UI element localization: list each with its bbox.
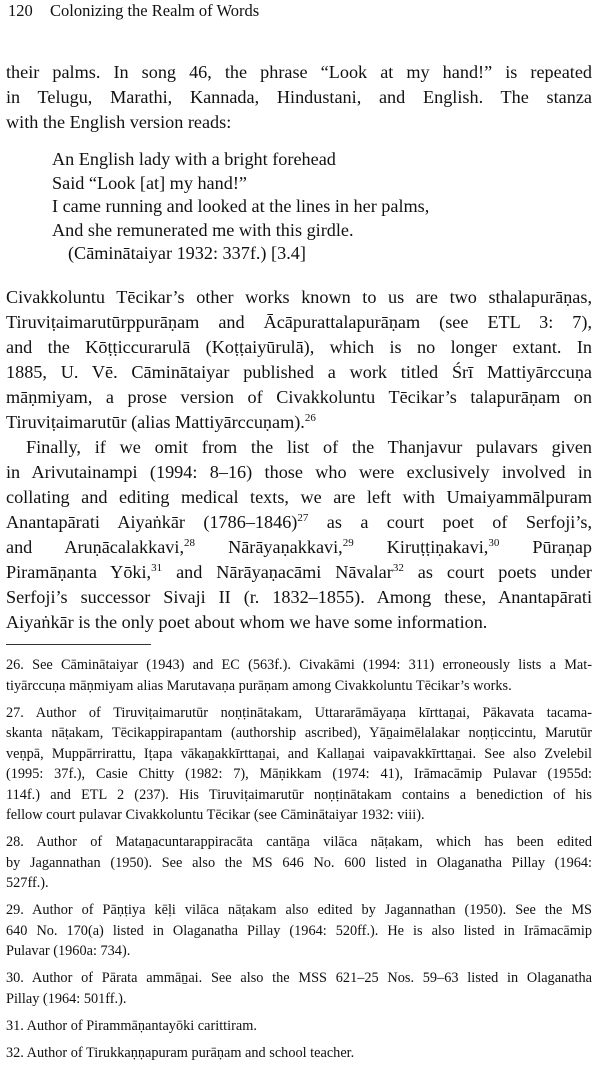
verse-line: Said “Look [at] my hand!” bbox=[52, 172, 247, 193]
footnote-line: 27. Author of Tiruviṭaimarutūr noṇṭinātakam, Uttararāmāyaṇa kīrttaṉai, Pākavata tacama- bbox=[6, 704, 592, 721]
footnote-ref: 32 bbox=[392, 561, 404, 574]
footnote bbox=[6, 968, 592, 1009]
footnotes bbox=[6, 655, 592, 1070]
footnote bbox=[6, 703, 592, 826]
footnote-line: Pulavar (1960a: 734). bbox=[6, 943, 131, 959]
footnote-line: Pillay (1964: 501ff.). bbox=[6, 990, 127, 1007]
text-line: and Aruṇācalakkavi,$^{28}$ Nārāyaṇakkavi,$^{29}$ Kiruṭṭiṇakavi,$^{30}$ Pūraṇap bbox=[6, 536, 593, 557]
text-line: Finally, if we omit from the list of the Thanjavur pulavars given bbox=[26, 436, 592, 457]
footnote-line: skanta nāṭakam, Tēcikappirapantam (authorship ascribed), Yāṉaimēlalakar noṇṭiccintu, Marutūr bbox=[6, 725, 592, 741]
footnote-line: 28. Author of Mataṉacuntarappiracāta cantāṉa vilāca nāṭakam, which has been edited bbox=[6, 834, 592, 850]
verse-line: I came running and looked at the lines in her palms, bbox=[52, 196, 430, 216]
footnote-line: 32. Author of Tirukkaṇṇapuram purāṇam and school teacher. bbox=[6, 1044, 355, 1061]
footnote-line: 527ff.). bbox=[6, 875, 49, 891]
footnote bbox=[6, 832, 592, 894]
text-line: in Arivutainampi (1994: 8–16) those who were exclusively involved in bbox=[6, 461, 592, 482]
footnote-line: tiyārccuṇa māṇmiyam alias Marutavaṇa purāṇam among Civakkoluntu Tēcikar’s works. bbox=[6, 677, 512, 694]
footnote-ref: 30 bbox=[488, 536, 500, 549]
footnote bbox=[6, 1016, 592, 1037]
footnote-line: 114f.) and ETL 2 (237). His Tiruviṭaimarutūr noṇṭinātakam contains a benediction of his bbox=[6, 786, 592, 803]
verse-citation: (Cāminātaiyar 1932: 337f.) [3.4] bbox=[68, 243, 306, 263]
footnote-line: (1995: 37f.), Casie Chitty (1982: 7), Māṇikkam (1974: 41), Irāmacāmip Pulavar (1955d: bbox=[6, 766, 592, 782]
text-line: with the English version reads: bbox=[6, 112, 232, 132]
paragraph bbox=[6, 435, 592, 635]
text-line: Tiruviṭaimarutūr (alias Mattiyārccuṇam).$^{26}$ bbox=[6, 411, 316, 432]
text-line: māṇmiyam, a prose version of Civakkoluntu Tēcikar’s talapurāṇam on bbox=[6, 386, 592, 407]
footnote-ref: 28 bbox=[184, 536, 196, 549]
footnote-line: fellow court pulavar Civakkoluntu Tēcikar (see Cāminātaiyar 1932: viii). bbox=[6, 807, 425, 823]
text-line: Anantapārati Aiyaṅkār (1786–1846)$^{27}$ as a court poet of Serfoji’s, bbox=[6, 511, 593, 532]
verse-line: An English lady with a bright forehead bbox=[52, 149, 336, 169]
footnote-line: 30. Author of Pārata ammāṉai. See also the MSS 621–25 Nos. 59–63 listed in Olaganatha bbox=[6, 970, 592, 986]
footnote-ref: 27 bbox=[297, 511, 309, 524]
footnote-ref: 26 bbox=[304, 411, 316, 424]
text-line: Tiruviṭaimarutūrppurāṇam and Ācāpurattalapurāṇam (see ETL 3: 7), bbox=[6, 311, 592, 332]
main-text bbox=[6, 60, 592, 635]
footnote-ref: 29 bbox=[342, 536, 354, 549]
footnote-line: veṇpā, Muppārrirattu, Iṭapa vākaṉakkīrttaṉai, and Kallaṉai vaipavakkīrttaṉai. See also Zvelebil bbox=[6, 745, 592, 762]
page-number: 120 bbox=[8, 1, 33, 20]
running-header bbox=[8, 0, 592, 22]
footnote-line: 640 No. 170(a) listed in Olaganatha Pillay (1964: 520ff.). He is also listed in Irāmacāmip bbox=[6, 922, 592, 939]
footnote bbox=[6, 1043, 592, 1064]
verse-line: And she remunerated me with this girdle. bbox=[52, 219, 354, 240]
text-line: Aiyaṅkār is the only poet about whom we have some information. bbox=[6, 611, 488, 632]
footnote-line: 26. See Cāminātaiyar (1943) and EC (563f.). Civakāmi (1994: 311) erroneously lists a Mat- bbox=[6, 657, 592, 673]
text-line: Civakkoluntu Tēcikar’s other works known to us are two sthalapurāṇas, bbox=[6, 286, 592, 307]
footnote-line: 29. Author of Pāṇṭiya kēḷi vilāca nāṭakam also edited by Jagannathan (1950). See the MS bbox=[6, 902, 592, 918]
text-line: collating and editing medical texts, we are left with Umaiyammālpuram bbox=[6, 486, 592, 507]
running-title: Colonizing the Realm of Words bbox=[50, 1, 260, 20]
text-line: 1885, U. Vē. Cāminātaiyar published a work titled Śrī Mattiyārccuṇa bbox=[6, 361, 592, 382]
footnote-ref: 31 bbox=[151, 561, 163, 574]
text-line: in Telugu, Marathi, Kannada, Hindustani, and English. The stanza bbox=[6, 87, 592, 107]
footnote-line: by Jagannathan (1950). See also the MS 646 No. 600 listed in Olaganatha Pillay (1964: bbox=[6, 854, 592, 871]
footnote bbox=[6, 655, 592, 696]
text-line: their palms. In song 46, the phrase “Look at my hand!” is repeated bbox=[6, 62, 592, 82]
footnote-line: 31. Author of Pirammāṇantayōki carittiram. bbox=[6, 1017, 257, 1034]
paragraph bbox=[6, 285, 592, 435]
text-line: Serfoji’s successor Sivaji II (r. 1832–1855). Among these, Anantapārati bbox=[6, 586, 592, 607]
footnote bbox=[6, 900, 592, 962]
verse-block bbox=[6, 148, 592, 266]
text-line: Piramāṇanta Yōki,$^{31}$ and Nārāyaṇacāmi Nāvalar$^{32}$ as court poets under bbox=[6, 561, 592, 582]
text-line: and the Kōṭṭiccurarulā (Koṭṭaiyūrulā), which is no longer extant. In bbox=[6, 336, 592, 357]
footnote-divider bbox=[6, 644, 151, 645]
